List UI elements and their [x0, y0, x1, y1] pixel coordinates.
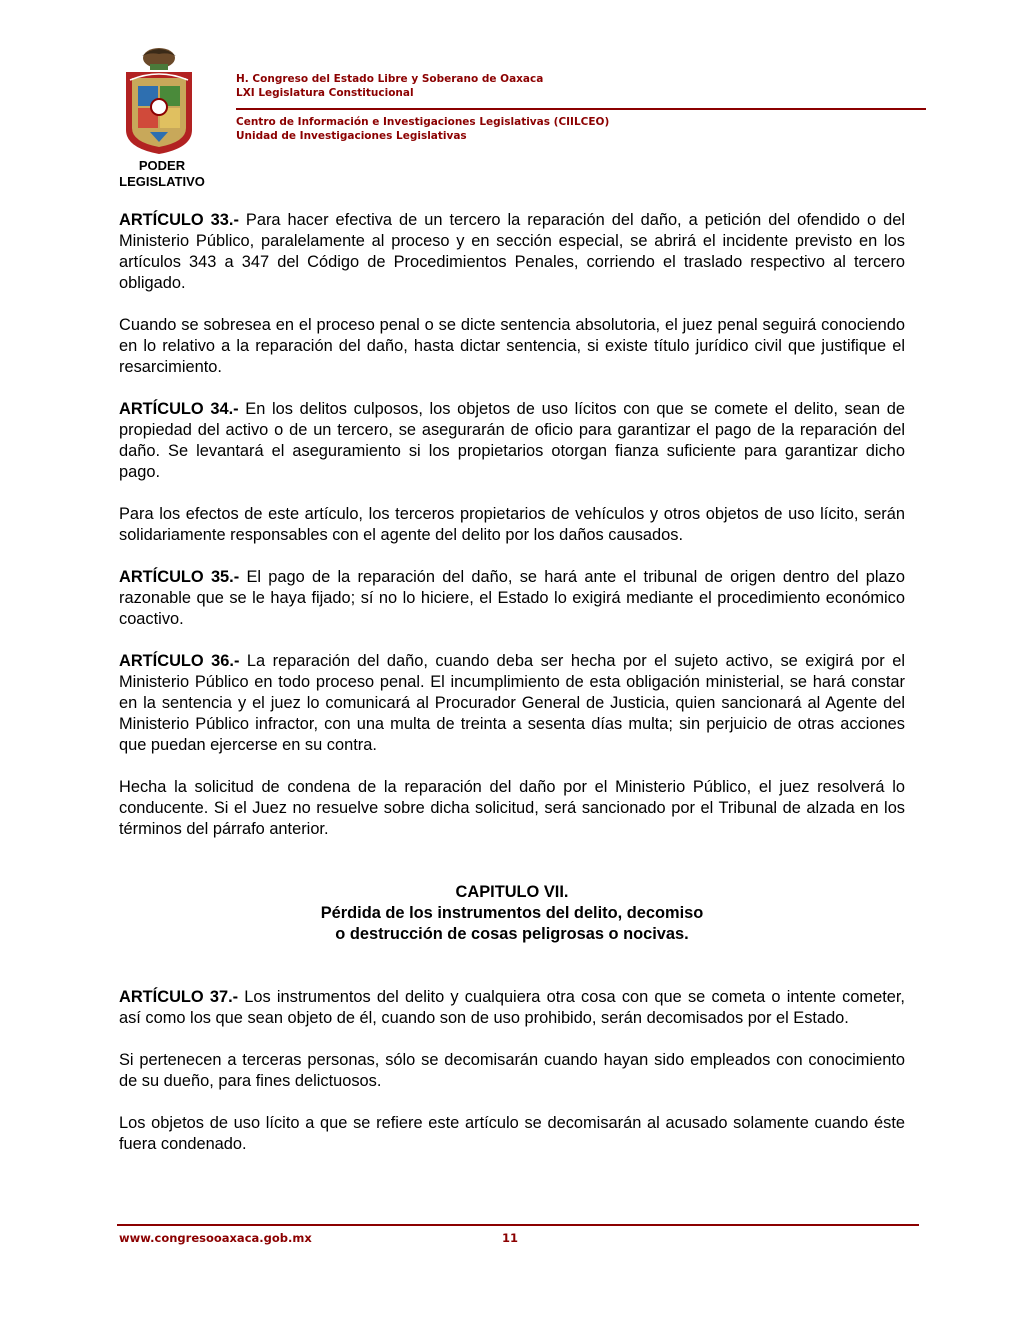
- article-37-paragraph-2: Si pertenecen a terceras personas, sólo se decomisarán cuando hayan sido empleados con conocimiento de su dueño, para fines delictuosos.: [119, 1051, 905, 1090]
- poder-label-line1: PODER: [138, 158, 186, 173]
- chapter-heading: [119, 882, 905, 945]
- article-34-text: En los delitos culposos, los objetos de uso lícitos con que se comete el delito, sean de propiedad del activo o de un tercero, se asegurarán de oficio para garantizar el pago de la reparación del daño. Se levantará el aseguramiento si los propietarios otorgan fianza suficiente para garantizar dicho pago.: [119, 400, 905, 481]
- article-37-text: Los instrumentos del delito y cualquiera otra cosa con que se cometa o intente cometer, así como los que sean objeto de él, cuando son de uso prohibido, serán decomisados por el Estado.: [119, 988, 905, 1027]
- chapter-subtitle-line1: Pérdida de los instrumentos del delito, decomiso: [320, 904, 704, 922]
- chapter-title: CAPITULO VII.: [455, 883, 569, 901]
- institution-header: [236, 72, 926, 143]
- article-36-heading: ARTÍCULO 36.-: [119, 652, 240, 670]
- article-34-paragraph: [119, 399, 905, 483]
- article-34-heading: ARTÍCULO 34.-: [119, 400, 239, 418]
- header-divider: [236, 108, 926, 110]
- poder-label-line2: LEGISLATIVO: [119, 174, 205, 189]
- header-legislature: LXI Legislatura Constitucional: [236, 87, 414, 99]
- document-body: [119, 210, 905, 1176]
- header-center-name: Centro de Información e Investigaciones Legislativas (CIILCEO): [236, 116, 610, 128]
- page-number: 11: [502, 1231, 519, 1245]
- article-35-paragraph: [119, 567, 905, 630]
- poder-legislativo-label: [117, 158, 207, 190]
- article-37-paragraph-3: Los objetos de uso lícito a que se refiere este artículo se decomisarán al acusado solamente cuando éste fuera condenado.: [119, 1114, 905, 1153]
- article-37-paragraph: [119, 987, 905, 1029]
- article-36-paragraph-2: Hecha la solicitud de condena de la reparación del daño por el Ministerio Público, el juez resolverá lo conducente. Si el Juez no resuelve sobre dicha solicitud, será sancionado por el Tribunal de alzada en los términos del párrafo anterior.: [119, 778, 905, 838]
- oaxaca-congress-seal: [120, 44, 198, 156]
- article-35-text: El pago de la reparación del daño, se hará ante el tribunal de origen dentro del plazo razonable que se le haya fijado; sí no lo hiciere, el Estado lo exigirá mediante el procedimiento económico coactivo.: [119, 568, 905, 628]
- header-congress-name: H. Congreso del Estado Libre y Soberano de Oaxaca: [236, 73, 544, 85]
- article-33-text: Para hacer efectiva de un tercero la reparación del daño, a petición del ofendido o del Ministerio Público, paralelamente al proceso y en sección especial, se abrirá el incidente previsto en los artículos 343 a 347 del Código de Procedimientos Penales, corriendo el traslado respectivo al tercero obligado.: [119, 211, 905, 292]
- chapter-subtitle-line2: o destrucción de cosas peligrosas o nocivas.: [335, 925, 689, 943]
- article-33-heading: ARTÍCULO 33.-: [119, 211, 239, 229]
- article-37-heading: ARTÍCULO 37.-: [119, 988, 239, 1006]
- article-35-heading: ARTÍCULO 35.-: [119, 568, 240, 586]
- footer-divider: [117, 1224, 919, 1226]
- article-34-paragraph-2: Para los efectos de este artículo, los terceros propietarios de vehículos y otros objetos de uso lícito, serán solidariamente responsables con el agente del delito por los daños causados.: [119, 505, 905, 544]
- article-33-paragraph-2: Cuando se sobresea en el proceso penal o se dicte sentencia absolutoria, el juez penal seguirá conociendo en lo relativo a la reparación del daño, hasta dictar sentencia, si existe título jurídico civil que justifique el resarcimiento.: [119, 316, 905, 376]
- article-33-paragraph: [119, 210, 905, 294]
- article-36-text: La reparación del daño, cuando deba ser hecha por el sujeto activo, se exigirá por el Ministerio Público en todo proceso penal. El incumplimiento de esta obligación ministerial, se hará constar en la sentencia y el juez lo comunicará al Procurador General de Justicia, quien sancionará al Agente del Ministerio Público infractor, con una multa de treinta a sesenta días multa; sin perjuicio de otras acciones que puedan ejercerse en su contra.: [119, 652, 905, 754]
- header-unit-name: Unidad de Investigaciones Legislativas: [236, 130, 467, 142]
- footer-website-link[interactable]: www.congresooaxaca.gob.mx: [119, 1231, 312, 1245]
- article-36-paragraph: [119, 651, 905, 756]
